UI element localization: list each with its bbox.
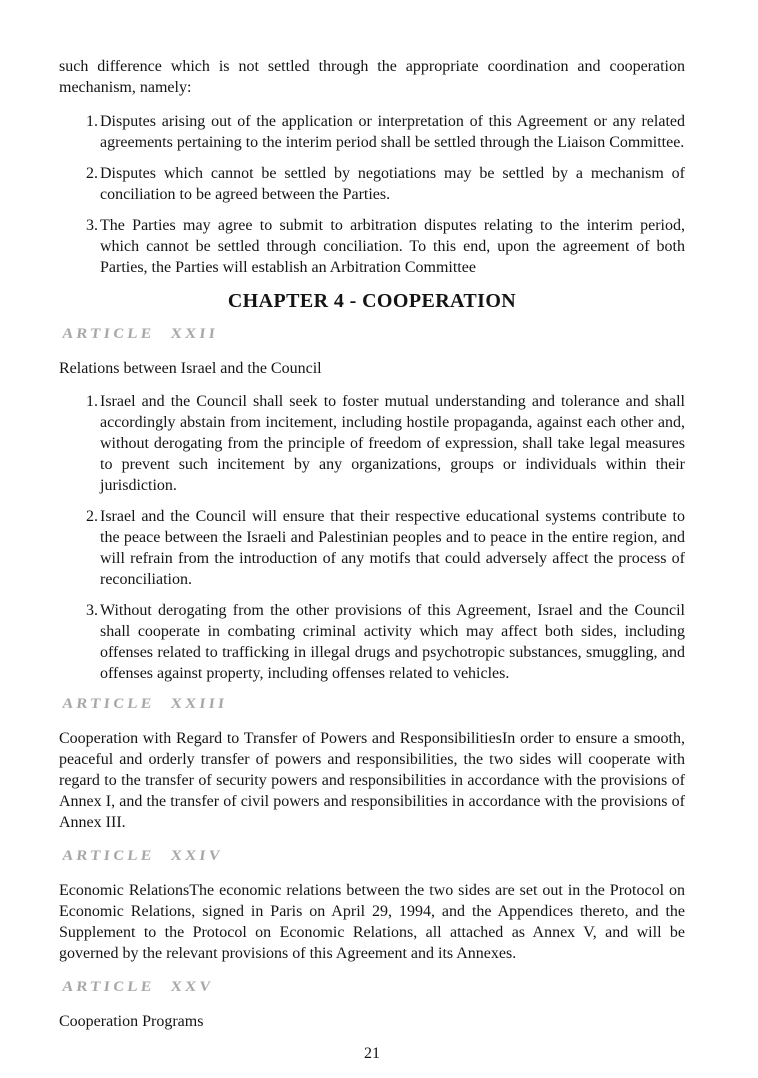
list-item <box>59 506 685 590</box>
section-title-relations: Relations between Israel and the Council <box>59 360 322 377</box>
list-item-number: 3. <box>86 217 98 234</box>
article-heading-xxii: ARTICLE XXII <box>61 326 220 342</box>
intro-paragraph: such difference which is not settled through the appropriate coordination and cooperation mechanism, namely: <box>59 58 685 96</box>
page-number: 21 <box>364 1045 380 1062</box>
list-item <box>59 111 685 153</box>
dispute-list <box>59 111 685 278</box>
list-item-text: Israel and the Council will ensure that their respective educational systems contribute to the peace between the Israeli and Palestinian peoples and to peace in the entire region, and will refrain from the introduction of any motifs that could adversely affect the process of reconciliation. <box>100 508 685 588</box>
article-heading-xxv: ARTICLE XXV <box>61 979 215 995</box>
list-item-number: 1. <box>86 113 98 130</box>
list-item-number: 3. <box>86 602 98 619</box>
list-item <box>59 600 685 684</box>
list-item <box>59 163 685 205</box>
list-item-number: 2. <box>86 508 98 525</box>
list-item <box>59 215 685 278</box>
list-item <box>59 391 685 496</box>
list-item-text: Israel and the Council shall seek to foster mutual understanding and tolerance and shall accordingly abstain from incitement, including hostile propaganda, against each other and, without derogating from the principle of freedom of expression, shall take legal measures to prevent such incitement by any organizations, groups or individuals within their jurisdiction. <box>100 393 685 494</box>
list-item-text: The Parties may agree to submit to arbitration disputes relating to the interim period, which cannot be settled through conciliation. To this end, upon the agreement of both Parties, the Parties will establish an Arbitration Committee <box>100 217 685 276</box>
list-item-text: Without derogating from the other provisions of this Agreement, Israel and the Council shall cooperate in combating criminal activity which may affect both sides, including offenses related to trafficking in illegal drugs and psychotropic substances, smuggling, and offenses against property, including offenses related to vehicles. <box>100 602 685 682</box>
relations-list <box>59 391 685 684</box>
list-item-number: 2. <box>86 165 98 182</box>
chapter-heading: CHAPTER 4 - COOPERATION <box>227 290 517 312</box>
list-item-number: 1. <box>86 393 98 410</box>
article-heading-xxiii: ARTICLE XXIII <box>61 696 229 712</box>
list-item-text: Disputes arising out of the application or interpretation of this Agreement or any related agreements pertaining to the interim period shall be settled through the Liaison Committee. <box>100 113 685 151</box>
section-body-economic: Economic RelationsThe economic relations between the two sides are set out in the Protocol on Economic Relations, signed in Paris on April 29, 1994, and the Appendices thereto, and the Supplement to the Protocol on Economic Relations, all attached as Annex V, and will be governed by the relevant provisions of this Agreement and its Annexes. <box>59 882 685 962</box>
section-body-cooperation-programs: Cooperation Programs <box>59 1013 204 1030</box>
list-item-text: Disputes which cannot be settled by negotiations may be settled by a mechanism of conciliation to be agreed between the Parties. <box>100 165 685 203</box>
article-heading-xxiv: ARTICLE XXIV <box>61 848 225 864</box>
section-body-transfer: Cooperation with Regard to Transfer of Powers and ResponsibilitiesIn order to ensure a smooth, peaceful and orderly transfer of powers and responsibilities, the two sides will cooperate with regard to the transfer of security powers and responsibilities in accordance with the provisions of Annex I, and the transfer of civil powers and responsibilities in accordance with the provisions of Annex III. <box>59 730 685 831</box>
